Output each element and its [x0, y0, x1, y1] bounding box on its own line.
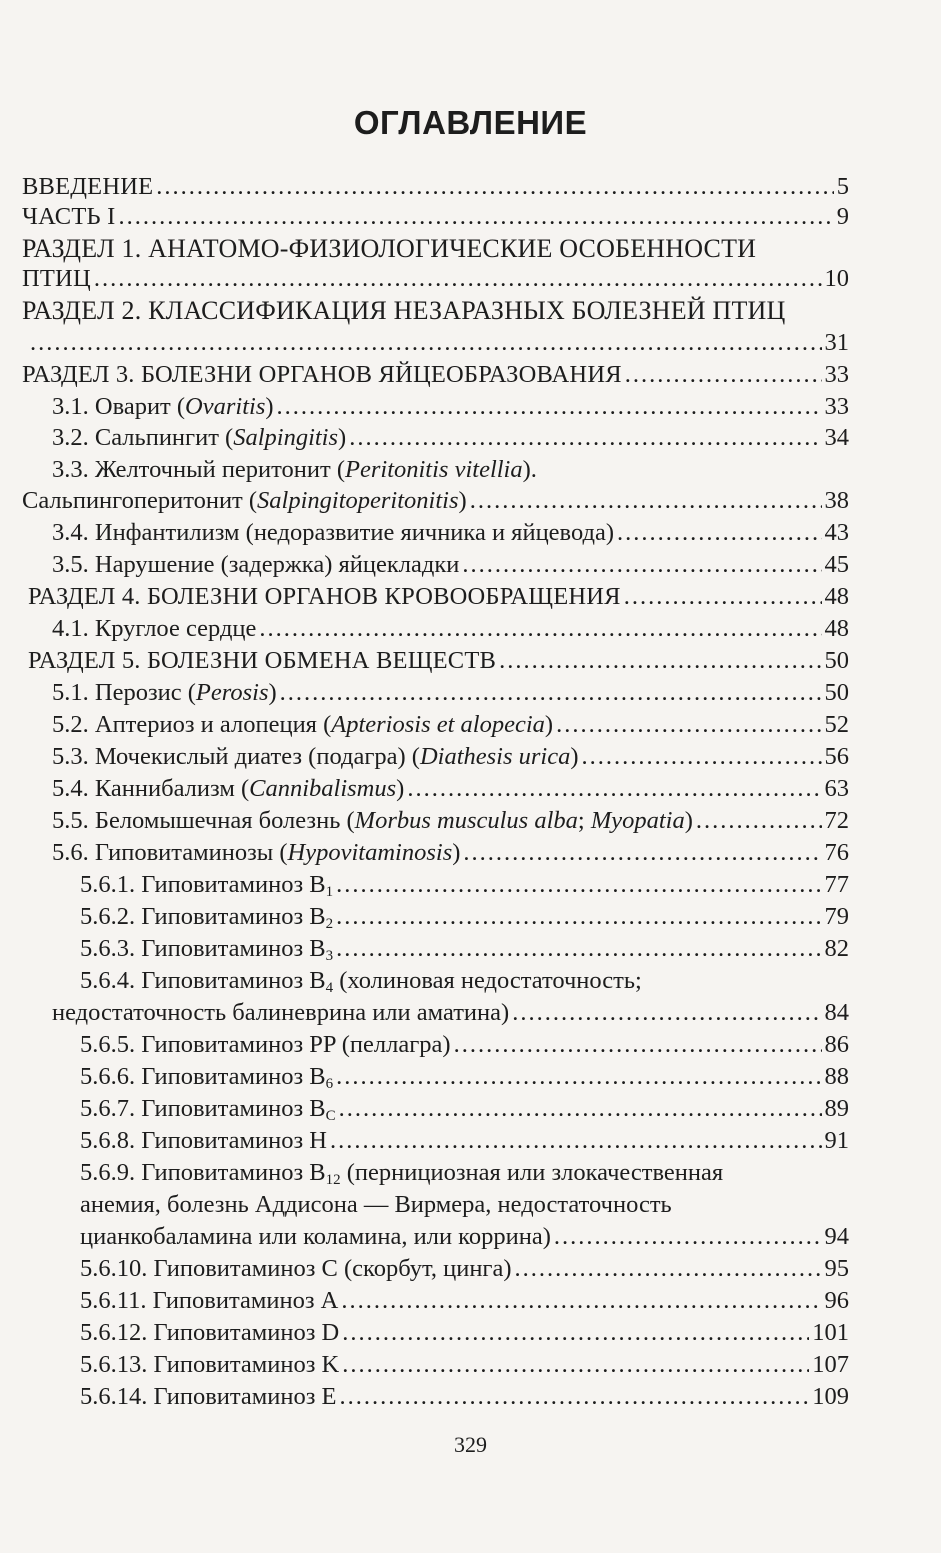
- leader-dots: [277, 392, 822, 422]
- toc-entry[interactable]: [0, 966, 941, 996]
- toc-entry[interactable]: [0, 1062, 941, 1092]
- leader-dots: [554, 1222, 822, 1252]
- toc-entry-text: 5.6.12. Гиповитаминоз D: [80, 1319, 340, 1346]
- leader-dots: [470, 486, 822, 516]
- toc-entry[interactable]: [0, 1030, 941, 1060]
- toc-entry-text: РАЗДЕЛ 3. БОЛЕЗНИ ОРГАНОВ ЯЙЦЕОБРАЗОВАНИЯ: [22, 361, 622, 388]
- toc-entry[interactable]: [0, 870, 941, 900]
- toc-entry-page: 38: [824, 487, 849, 514]
- toc-entry-page: 109: [812, 1383, 849, 1410]
- toc-entry-page: 63: [824, 775, 849, 802]
- toc-entry-text: 5.6.3. Гиповитаминоз $B_3$: [80, 935, 334, 964]
- leader-dots: [556, 710, 821, 740]
- toc-entry[interactable]: [0, 550, 941, 580]
- toc-entry-text: 3.5. Нарушение (задержка) яйцекладки: [52, 551, 460, 578]
- toc-entry[interactable]: [0, 582, 941, 612]
- toc-entry-text: 5.6.1. Гиповитаминоз $B_1$: [80, 871, 334, 900]
- leader-dots: [336, 934, 821, 964]
- toc-entry-text: РАЗДЕЛ 5. БОЛЕЗНИ ОБМЕНА ВЕЩЕСТВ: [28, 647, 497, 674]
- leader-dots: [118, 202, 833, 232]
- toc-entry-text: 3.4. Инфантилизм (недоразвитие яичника и яйцевода): [52, 519, 614, 546]
- toc-entry-text: 5.6.11. Гиповитаминоз A: [80, 1287, 339, 1314]
- toc-entry-page: 50: [824, 679, 849, 706]
- toc-entry-text: РАЗДЕЛ 4. БОЛЕЗНИ ОРГАНОВ КРОВООБРАЩЕНИЯ: [28, 583, 621, 610]
- toc-entry-page: 48: [824, 583, 849, 610]
- leader-dots: [349, 423, 821, 453]
- leader-dots: [30, 328, 822, 358]
- toc-entry[interactable]: [0, 1350, 941, 1380]
- toc-entry-text: 3.1. Оварит (Ovaritis): [52, 393, 274, 420]
- toc-entry-text: 5.6.13. Гиповитаминоз K: [80, 1351, 340, 1378]
- toc-entry[interactable]: [0, 838, 941, 868]
- toc-entry-page: 101: [812, 1319, 849, 1346]
- toc-entry-page: 33: [824, 393, 849, 420]
- toc-entry-page: 72: [824, 807, 849, 834]
- toc-entry-text: 3.3. Желточный перитонит (Peritonitis vitellia).: [52, 456, 537, 483]
- toc-entry-page: 107: [812, 1351, 849, 1378]
- leader-dots: [499, 646, 821, 676]
- leader-dots: [340, 1382, 810, 1412]
- toc-entry-page: 94: [824, 1223, 849, 1250]
- toc-entry-text: цианкобаламина или коламина, или коррина): [80, 1223, 551, 1250]
- toc-entry-text: ЧАСТЬ I: [22, 203, 116, 230]
- toc-entry[interactable]: [0, 1126, 941, 1156]
- leader-dots: [462, 550, 821, 580]
- toc-entry[interactable]: [0, 1094, 941, 1124]
- toc-entry-text: 5.6.9. Гиповитаминоз $B_{12}$ (пернициозная или злокачественная: [80, 1159, 724, 1188]
- toc-entry[interactable]: [0, 774, 941, 804]
- toc-entry-text: РАЗДЕЛ 1. АНАТОМО-ФИЗИОЛОГИЧЕСКИЕ ОСОБЕННОСТИ: [22, 234, 757, 263]
- toc-entry-page: 86: [824, 1031, 849, 1058]
- toc-entry-page: 10: [824, 265, 849, 292]
- toc-entry-continuation[interactable]: [0, 486, 941, 516]
- leader-dots: [156, 172, 833, 202]
- page-title: ОГЛАВЛЕНИЕ: [353, 104, 588, 141]
- leader-dots: [330, 1126, 822, 1156]
- leader-dots: [582, 742, 822, 772]
- toc-entry-text: 4.1. Круглое сердце: [52, 615, 257, 642]
- toc-entry-page: 50: [824, 647, 849, 674]
- toc-entry-page: 76: [824, 839, 849, 866]
- toc-entry[interactable]: [0, 172, 941, 202]
- toc-entry[interactable]: [0, 202, 941, 232]
- toc-entry-text: недостаточность балиневрина или аматина): [52, 999, 510, 1026]
- leader-dots: [407, 774, 821, 804]
- toc-entry-page: 33: [824, 361, 849, 388]
- toc-entry-continuation[interactable]: [0, 998, 941, 1028]
- toc-entry-text: 5.5. Беломышечная болезнь (Morbus musculus alba; Myopatia): [52, 807, 693, 834]
- toc-entry-page: 88: [824, 1063, 849, 1090]
- toc-entry-page: 77: [824, 871, 849, 898]
- toc-entry[interactable]: [0, 518, 941, 548]
- toc-entry-text: 5.2. Аптериоз и алопеция (Apteriosis et alopecia): [52, 711, 554, 738]
- toc-entry-page: 31: [824, 329, 849, 356]
- leader-dots: [624, 582, 822, 612]
- toc-entry[interactable]: [0, 1318, 941, 1348]
- toc-entry-text: 5.6.7. Гиповитаминоз $B_C$: [80, 1095, 336, 1124]
- toc-entry-page: 91: [824, 1127, 849, 1154]
- toc-entry-page: 34: [824, 424, 849, 451]
- toc-entry-text: 5.6. Гиповитаминозы (Hypovitaminosis): [52, 839, 461, 866]
- toc-entry-continuation: [0, 1190, 941, 1220]
- leader-dots: [259, 614, 821, 644]
- leader-dots: [696, 806, 822, 836]
- toc-entry-text: РАЗДЕЛ 2. КЛАССИФИКАЦИЯ НЕЗАРАЗНЫХ БОЛЕЗНЕЙ ПТИЦ: [22, 296, 786, 325]
- toc-entry-page: 84: [824, 999, 849, 1026]
- toc-entry[interactable]: [0, 392, 941, 422]
- toc-entry-text: ПТИЦ: [22, 265, 91, 292]
- toc-entry-text: анемия, болезнь Аддисона — Вирмера, недостаточность: [80, 1191, 672, 1218]
- toc-entry-text: 5.6.8. Гиповитаминоз H: [80, 1127, 327, 1154]
- toc-entry-text: 5.1. Перозис (Perosis): [52, 679, 277, 706]
- toc-entry-page: 43: [824, 519, 849, 546]
- toc-entry[interactable]: [0, 234, 941, 264]
- leader-dots: [339, 1094, 822, 1124]
- leader-dots: [341, 1286, 821, 1316]
- toc-entry-page: 95: [824, 1255, 849, 1282]
- toc-entry[interactable]: [0, 360, 941, 390]
- toc-entry-text: ВВЕДЕНИЕ: [22, 173, 154, 200]
- toc-entry[interactable]: [0, 806, 941, 836]
- toc-entry-text: Сальпингоперитонит (Salpingitoperitonitis): [22, 487, 467, 514]
- leader-dots: [280, 678, 822, 708]
- toc-entry-text: 5.4. Каннибализм (Cannibalismus): [52, 775, 405, 802]
- toc-entry-page: 45: [824, 551, 849, 578]
- toc-entry-page: 52: [824, 711, 849, 738]
- leader-dots: [94, 264, 822, 294]
- toc-entry-text: 5.6.4. Гиповитаминоз $B_4$ (холиновая недостаточность;: [80, 967, 642, 996]
- page-number: 329: [454, 1432, 487, 1457]
- toc-entry-continuation[interactable]: [0, 328, 941, 358]
- toc-entry-page: 82: [824, 935, 849, 962]
- toc-entry[interactable]: [0, 742, 941, 772]
- toc-entry[interactable]: [0, 296, 941, 326]
- toc-entry-text: 5.3. Мочекислый диатез (подагра) (Diathesis urica): [52, 743, 579, 770]
- leader-dots: [617, 518, 822, 548]
- toc-entry-page: 56: [824, 743, 849, 770]
- leader-dots: [515, 1254, 822, 1284]
- toc-entry[interactable]: [0, 1254, 941, 1284]
- toc-entry[interactable]: [0, 423, 941, 453]
- toc-entry[interactable]: [0, 1286, 941, 1316]
- toc-entry-continuation[interactable]: [0, 1222, 941, 1252]
- toc-entry[interactable]: [0, 646, 941, 676]
- toc-entry[interactable]: [0, 455, 941, 485]
- toc-entry-page: 89: [824, 1095, 849, 1122]
- toc-entry-page: 5: [836, 173, 849, 200]
- toc-entry-text: 5.6.14. Гиповитаминоз E: [80, 1383, 337, 1410]
- toc-entry[interactable]: [0, 1382, 941, 1412]
- toc-entry-text: 5.6.2. Гиповитаминоз $B_2$: [80, 903, 334, 932]
- toc-entry-text: 3.2. Сальпингит (Salpingitis): [52, 424, 347, 451]
- toc-entry[interactable]: [0, 902, 941, 932]
- leader-dots: [342, 1318, 809, 1348]
- leader-dots: [625, 360, 822, 390]
- toc-entry-text: 5.6.6. Гиповитаминоз $B_6$: [80, 1063, 334, 1092]
- leader-dots: [454, 1030, 822, 1060]
- toc-entry-page: 9: [836, 203, 849, 230]
- toc-entry-page: 79: [824, 903, 849, 930]
- toc-entry-page: 96: [824, 1287, 849, 1314]
- toc-entry[interactable]: [0, 678, 941, 708]
- toc-entry-text: 5.6.10. Гиповитаминоз C (скорбут, цинга): [80, 1255, 512, 1282]
- toc-entry[interactable]: [0, 614, 941, 644]
- toc-entry-continuation[interactable]: [0, 264, 941, 294]
- toc-entry[interactable]: [0, 710, 941, 740]
- toc-entry[interactable]: [0, 1158, 941, 1188]
- toc-entry[interactable]: [0, 934, 941, 964]
- leader-dots: [342, 1350, 809, 1380]
- leader-dots: [336, 870, 821, 900]
- leader-dots: [463, 838, 821, 868]
- leader-dots: [336, 902, 821, 932]
- toc-entry-page: 48: [824, 615, 849, 642]
- leader-dots: [512, 998, 821, 1028]
- toc-entry-text: 5.6.5. Гиповитаминоз PP (пеллагра): [80, 1031, 451, 1058]
- leader-dots: [336, 1062, 821, 1092]
